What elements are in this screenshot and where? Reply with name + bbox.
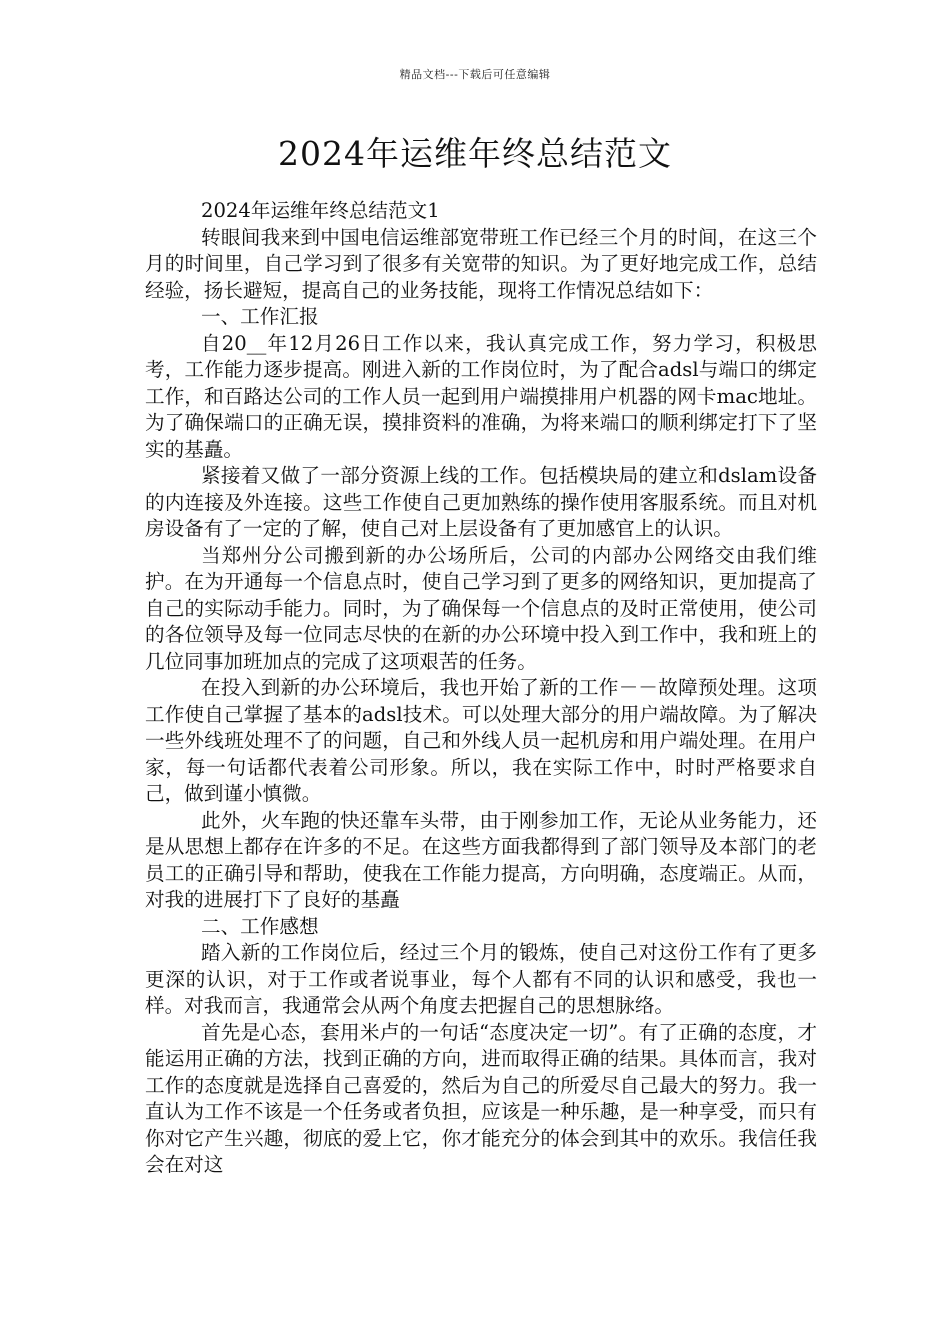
section-heading-work-thoughts: 二、工作感想 xyxy=(201,914,319,938)
body-paragraph: 自20__年12月26日工作以来，我认真完成工作，努力学习，积极思考，工作能力逐步提高。刚进入新的工作岗位时，为了配合adsl与端口的绑定工作，和百路达公司的工作人员一起到用户端摸排用户机器的网卡mac地址。为了确保端口的正确无误，摸排资料的准确，为将来端口的顺利绑定打下了坚实的基矗。 xyxy=(145,331,817,461)
section-heading-work-report: 一、工作汇报 xyxy=(201,305,319,328)
document-title: 2024年运维年终总结范文 xyxy=(278,134,672,173)
body-paragraph: 首先是心态，套用米卢的一句话“态度决定一切”。有了正确的态度，才能运用正确的方法，找到正确的方向，进而取得正确的结果。具体而言，我对工作的态度就是选择自己喜爱的，然后为自己的所爱尽自己最大的努力。我一直认为工作不该是一个任务或者负担，应该是一种乐趣，是一种享受，而只有你对它产生兴趣，彻底的爱上它，你才能充分的体会到其中的欢乐。我信任我会在对这 xyxy=(145,1020,817,1176)
body-paragraph: 在投入到新的办公环境后，我也开始了新的工作－－故障预处理。这项工作使自己掌握了基本的adsl技术。可以处理大部分的用户端故障。为了解决一些外线班处理不了的问题，自己和外线人员一起机房和用户端处理。在用户家，每一句话都代表着公司形象。所以，我在实际工作中，时时严格要求自己，做到谨小慎微。 xyxy=(145,676,817,805)
subtitle-paragraph: 2024年运维年终总结范文1 xyxy=(201,199,440,222)
header-note: 精品文档---下载后可任意编辑 xyxy=(399,68,551,81)
intro-paragraph: 转眼间我来到中国电信运维部宽带班工作已经三个月的时间，在这三个月的时间里，自己学习到了很多有关宽带的知识。为了更好地完成工作，总结经验，扬长避短，提高自己的业务技能，现将工作情况总结如下： xyxy=(145,225,817,302)
body-paragraph: 此外，火车跑的快还靠车头带，由于刚参加工作，无论从业务能力，还是从思想上都存在许多的不足。在这些方面我都得到了部门领导及本部门的老员工的正确引导和帮助，使我在工作能力提高，方向明确，态度端正。从而，对我的进展打下了良好的基矗 xyxy=(145,808,817,911)
document-body xyxy=(145,198,817,1179)
body-paragraph: 踏入新的工作岗位后，经过三个月的锻炼，使自己对这份工作有了更多更深的认识，对于工作或者说事业，每个人都有不同的认识和感受，我也一样。对我而言，我通常会从两个角度去把握自己的思想脉络。 xyxy=(145,941,817,1017)
body-paragraph: 当郑州分公司搬到新的办公场所后，公司的内部办公网络交由我们维护。在为开通每一个信息点时，使自己学习到了更多的网络知识，更加提高了自己的实际动手能力。同时，为了确保每一个信息点的及时正常使用，使公司的各位领导及每一位同志尽快的在新的办公环境中投入到工作中，我和班上的几位同事加班加点的完成了这项艰苦的任务。 xyxy=(145,543,817,673)
body-paragraph: 紧接着又做了一部分资源上线的工作。包括模块局的建立和dslam设备的内连接及外连接。这些工作使自己更加熟练的操作使用客服系统。而且对机房设备有了一定的了解，使自己对上层设备有了更加感官上的认识。 xyxy=(145,464,817,540)
